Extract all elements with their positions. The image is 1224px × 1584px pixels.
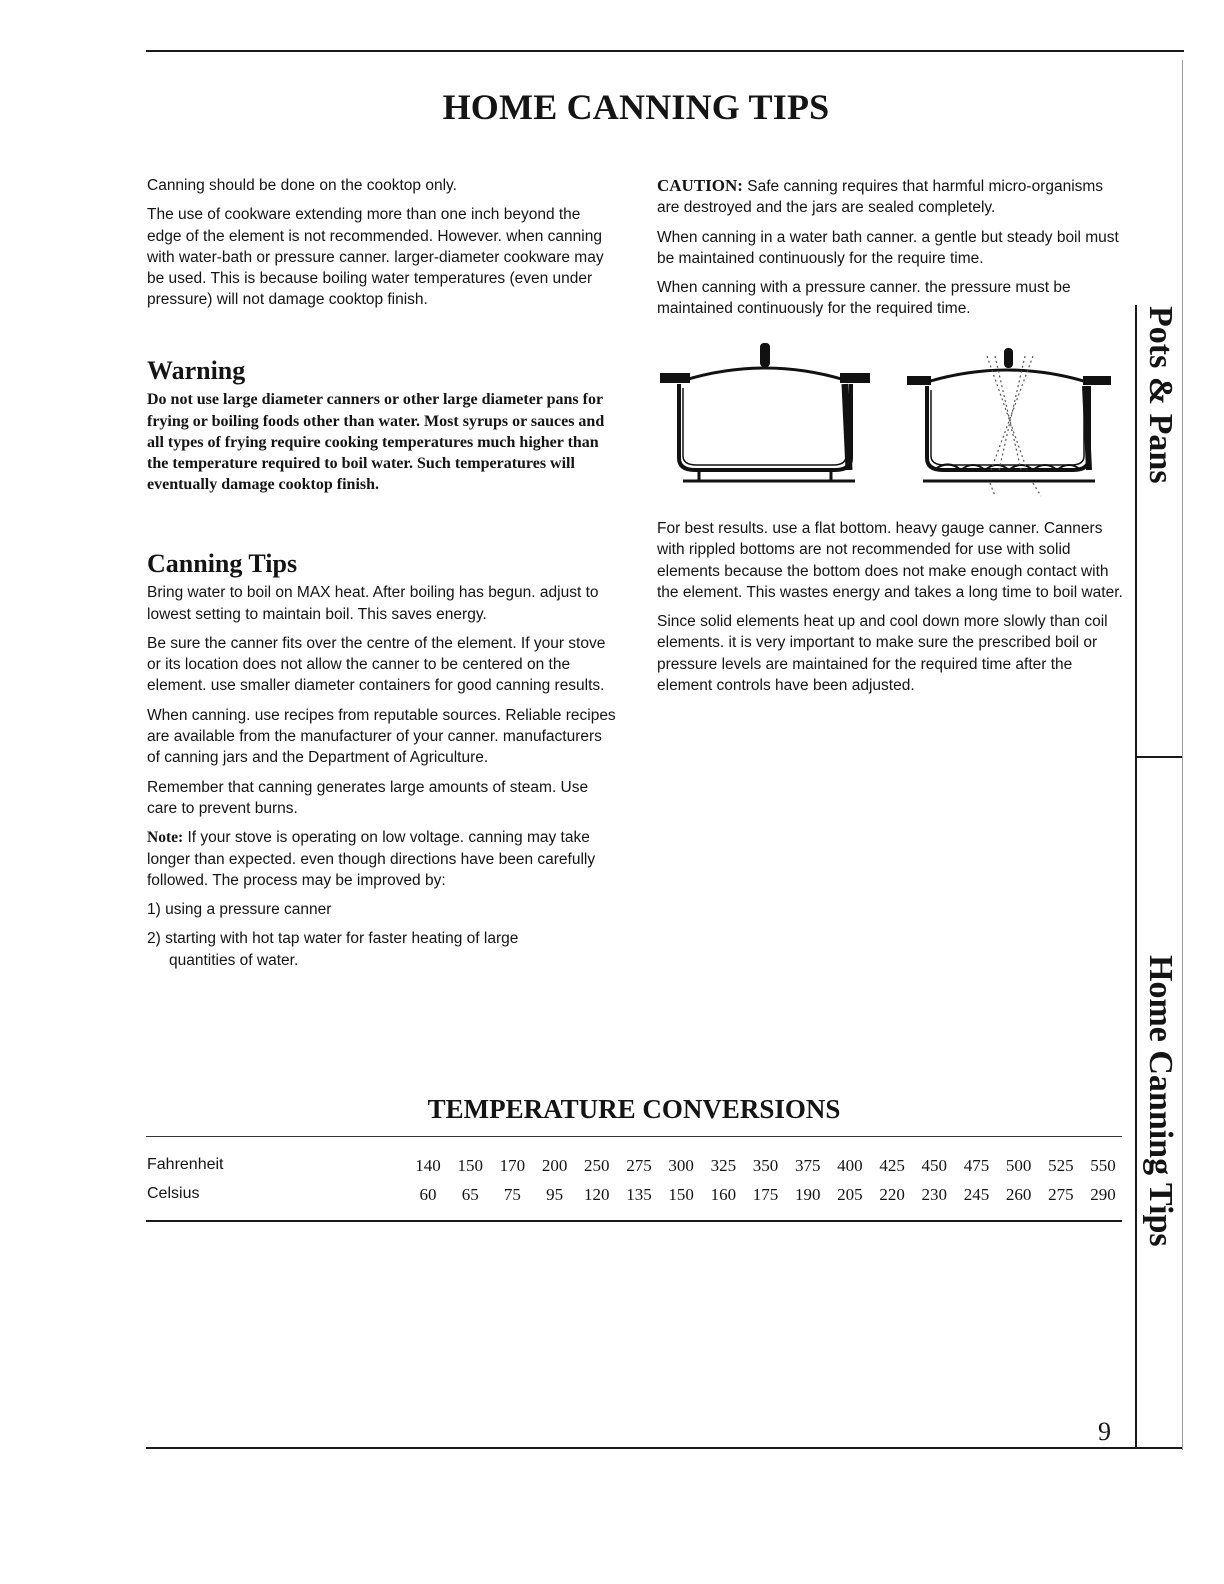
canner-illustration <box>655 338 1125 500</box>
canning-tips-section <box>147 549 617 979</box>
fahrenheit-value: 350 <box>752 1156 779 1175</box>
canning-tips-heading: Canning Tips <box>147 549 298 578</box>
list-item <box>147 928 617 971</box>
celsius-value: 245 <box>963 1185 990 1204</box>
fahrenheit-value: 140 <box>415 1156 441 1175</box>
list-marker: 1) <box>147 901 161 919</box>
side-tab-home-canning: Home Canning Tips <box>1142 955 1179 1247</box>
celsius-value: 160 <box>710 1185 737 1204</box>
note-paragraph <box>147 827 617 891</box>
intro-paragraph: The use of cookware extending more than one inch beyond the edge of the element is not recommended. However. when canning with water-bath or pressure canner. larger-diameter cookware may be used. This is because boiling water temperatures (even under pressure) will not damage cooktop finish. <box>147 206 604 309</box>
celsius-value: 275 <box>1048 1185 1074 1204</box>
page-title: HOME CANNING TIPS <box>442 87 830 127</box>
fahrenheit-label: Fahrenheit <box>147 1156 224 1173</box>
celsius-value: 175 <box>752 1185 779 1204</box>
tab-divider <box>1135 756 1183 758</box>
right-paragraph: When canning with a pressure canner. the pressure must be maintained continuously for the required time. <box>657 279 1071 318</box>
right-paragraph: Since solid elements heat up and cool down more slowly than coil elements. it is very important to make sure the prescribed boil or pressure levels are maintained for the required time after the element controls have been adjusted. <box>657 613 1108 695</box>
fahrenheit-value: 300 <box>668 1156 694 1175</box>
caution-text: Safe canning requires that harmful micro-organisms are destroyed and the jars are sealed completely. <box>657 178 1104 217</box>
celsius-value: 135 <box>626 1185 652 1204</box>
celsius-value: 230 <box>921 1185 947 1204</box>
temperature-conversions-title: TEMPERATURE CONVERSIONS <box>427 1094 841 1124</box>
fahrenheit-value: 475 <box>963 1156 990 1175</box>
warning-heading: Warning <box>147 356 246 385</box>
list-text: starting with hot tap water for faster heating of large <box>165 930 519 948</box>
caution-label: CAUTION: <box>657 176 743 195</box>
celsius-value: 60 <box>419 1185 437 1204</box>
celsius-value: 120 <box>584 1185 610 1204</box>
celsius-value: 220 <box>879 1185 905 1204</box>
fahrenheit-value: 150 <box>457 1156 483 1175</box>
fahrenheit-value: 500 <box>1005 1156 1032 1175</box>
fahrenheit-value: 450 <box>921 1156 947 1175</box>
fahrenheit-value: 325 <box>710 1156 737 1175</box>
rippled-bottom-canner <box>907 348 1111 496</box>
tip-paragraph: Remember that canning generates large amounts of steam. Use care to prevent burns. <box>147 778 589 817</box>
list-text: using a pressure canner <box>165 901 332 919</box>
celsius-value: 150 <box>668 1185 694 1204</box>
tip-paragraph: When canning. use recipes from reputable sources. Reliable recipes are available from the manufacturer of your canner. manufacturers of canning jars and the Department of Agriculture. <box>147 706 616 767</box>
fahrenheit-value: 200 <box>541 1156 568 1175</box>
fahrenheit-value: 550 <box>1090 1156 1116 1175</box>
right-column-top <box>657 175 1125 328</box>
celsius-values <box>409 1185 1122 1205</box>
fahrenheit-value: 275 <box>626 1156 652 1175</box>
warning-section <box>147 356 617 496</box>
sidebar-edge-rule <box>1182 60 1183 1450</box>
left-column <box>147 175 617 319</box>
fahrenheit-row <box>147 1156 1122 1180</box>
celsius-value: 75 <box>503 1185 521 1204</box>
fahrenheit-value: 400 <box>837 1156 863 1175</box>
tip-paragraph: Be sure the canner fits over the centre of the element. If your stove or its location does not allow the canner to be centered on the element. use smaller diameter containers for good canning results. <box>147 634 606 695</box>
celsius-value: 290 <box>1090 1185 1116 1204</box>
right-column-bottom <box>657 518 1125 704</box>
warning-text: Do not use large diameter canners or other large diameter pans for frying or boiling foods other than water. Most syrups or sauces and all types of frying require cooking temperatures much higher than the temperature required to boil water. Such temperatures will eventually damage cooktop finish. <box>147 391 605 494</box>
note-label: Note: <box>147 829 184 847</box>
fahrenheit-value: 250 <box>584 1156 610 1175</box>
fahrenheit-value: 425 <box>879 1156 905 1175</box>
right-paragraph: For best results. use a flat bottom. heavy gauge canner. Canners with rippled bottoms are not recommended for use with solid elements because the bottom does not make enough contact with the element. This wastes energy and takes a long time to boil water. <box>657 520 1123 601</box>
list-text-continued: quantities of water. <box>169 951 299 969</box>
celsius-row <box>147 1185 1122 1209</box>
table-top-rule <box>146 1136 1122 1137</box>
sidebar-rule <box>1135 305 1137 1448</box>
celsius-value: 260 <box>1005 1185 1032 1204</box>
caution-paragraph <box>657 175 1125 219</box>
right-paragraph: When canning in a water bath canner. a gentle but steady boil must be maintained continuously for the require time. <box>657 228 1119 267</box>
top-rule <box>146 50 1184 52</box>
flat-bottom-canner <box>660 343 870 481</box>
tip-paragraph: Bring water to boil on MAX heat. After boiling has begun. adjust to lowest setting to maintain boil. This saves energy. <box>147 584 599 623</box>
page-number: 9 <box>1098 1417 1111 1446</box>
celsius-value: 65 <box>461 1185 479 1204</box>
celsius-value: 205 <box>837 1185 863 1204</box>
intro-paragraph: Canning should be done on the cooktop only. <box>147 177 457 194</box>
celsius-label: Celsius <box>147 1185 200 1202</box>
list-marker: 2) <box>147 930 161 948</box>
list-item <box>147 899 617 920</box>
fahrenheit-value: 170 <box>499 1156 526 1175</box>
note-text: If your stove is operating on low voltage. canning may take longer than expected. even though directions have been carefully followed. The process may be improved by: <box>147 829 596 889</box>
celsius-value: 190 <box>794 1185 821 1204</box>
side-tab-pots-pans: Pots & Pans <box>1142 306 1179 484</box>
bottom-rule <box>146 1447 1182 1449</box>
celsius-value: 95 <box>546 1185 564 1204</box>
table-bottom-rule <box>146 1220 1122 1222</box>
fahrenheit-value: 525 <box>1048 1156 1074 1175</box>
fahrenheit-value: 375 <box>794 1156 821 1175</box>
fahrenheit-values <box>409 1156 1122 1176</box>
